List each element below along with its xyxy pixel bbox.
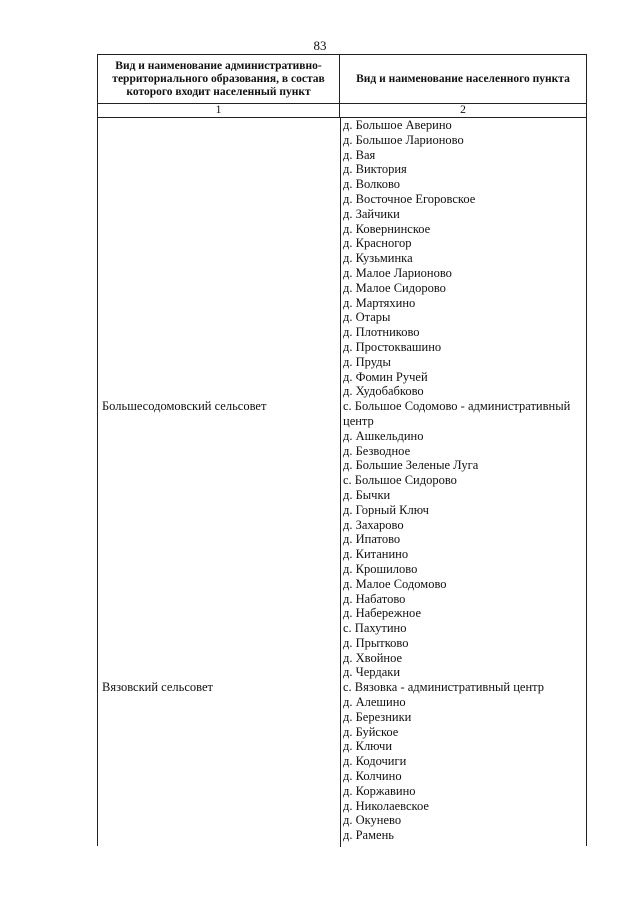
settlement-item: с. Вязовка - административный центр	[343, 680, 545, 695]
settlement-item: д. Окунево	[343, 813, 402, 828]
settlement-item: д. Крошилово	[343, 561, 418, 576]
settlement-item: д. Китанино	[343, 547, 409, 562]
settlement-item: д. Колчино	[343, 769, 402, 784]
settlement-item: д. Буйское	[343, 724, 399, 739]
settlement-item: д. Красногор	[343, 236, 412, 251]
settlement-item: д. Ключи	[343, 739, 393, 754]
district-name: Большесодомовский сельсовет	[102, 399, 267, 414]
settlement-item: д. Большое Аверино	[343, 118, 452, 132]
settlement-item: д. Мартяхино	[343, 295, 416, 310]
settlement-item: д. Прытково	[343, 635, 409, 650]
settlement-item: д. Березники	[343, 709, 412, 724]
settlement-item: д. Хвойное	[343, 650, 403, 665]
settlement-item: д. Безводное	[343, 443, 411, 458]
settlement-item: д. Малое Содомово	[343, 576, 447, 591]
settlement-item: д. Простоквашино	[343, 339, 442, 354]
settlement-item: д. Виктория	[343, 162, 407, 177]
settlement-item: д. Николаевское	[343, 798, 429, 813]
settlement-item: д. Коржавино	[343, 783, 416, 798]
settlement-item: д. Рамень	[343, 828, 394, 843]
settlement-item: д. Ипатово	[343, 532, 401, 547]
settlement-item: д. Кузьминка	[343, 251, 413, 266]
settlement-item: д. Большое Ларионово	[343, 132, 464, 147]
column-1-number: 1	[98, 104, 340, 118]
settlement-item: д. Горный Ключ	[343, 502, 429, 517]
settlement-item: д. Отары	[343, 310, 391, 325]
settlements-table	[97, 54, 587, 846]
column-2-number: 2	[340, 104, 586, 118]
settlement-item: с. Большое Содомово - административный центр	[343, 399, 571, 428]
settlement-item: д. Малое Ларионово	[343, 265, 452, 280]
settlement-item: д. Малое Сидорово	[343, 280, 446, 295]
settlement-item: д. Бычки	[343, 487, 391, 502]
settlement-item: д. Алешино	[343, 695, 406, 710]
settlement-item: д. Набережное	[343, 606, 422, 621]
header-column-2: Вид и наименование населенного пункта	[340, 55, 586, 104]
settlement-item: д. Восточное Егоровское	[343, 191, 476, 206]
settlement-item: д. Захарово	[343, 517, 404, 532]
settlement-item: д. Большие Зеленые Луга	[343, 458, 479, 473]
settlement-item: д. Фомин Ручей	[343, 369, 428, 384]
settlement-item: д. Зайчики	[343, 206, 400, 221]
settlement-list	[343, 118, 585, 843]
settlement-item: д. Волково	[343, 177, 401, 192]
settlement-item: д. Худобабково	[343, 384, 424, 399]
settlement-item: с. Пахутино	[343, 621, 407, 636]
settlement-item: д. Вая	[343, 147, 376, 162]
settlement-item: д. Пруды	[343, 354, 391, 369]
settlement-item: д. Чердаки	[343, 665, 401, 680]
settlement-item: с. Большое Сидорово	[343, 473, 457, 488]
header-column-1: Вид и наименование административно-территориального образования, в состав которого входит населенный пункт	[98, 55, 340, 104]
settlement-item: д. Ковернинское	[343, 221, 431, 236]
column-divider	[340, 118, 341, 847]
settlement-item: д. Кодочиги	[343, 754, 407, 769]
district-name: Вязовский сельсовет	[102, 680, 213, 695]
page-number: 83	[313, 38, 327, 53]
settlement-item: д. Ашкельдино	[343, 428, 424, 443]
settlement-item: д. Плотниково	[343, 325, 420, 340]
settlement-item: д. Набатово	[343, 591, 406, 606]
